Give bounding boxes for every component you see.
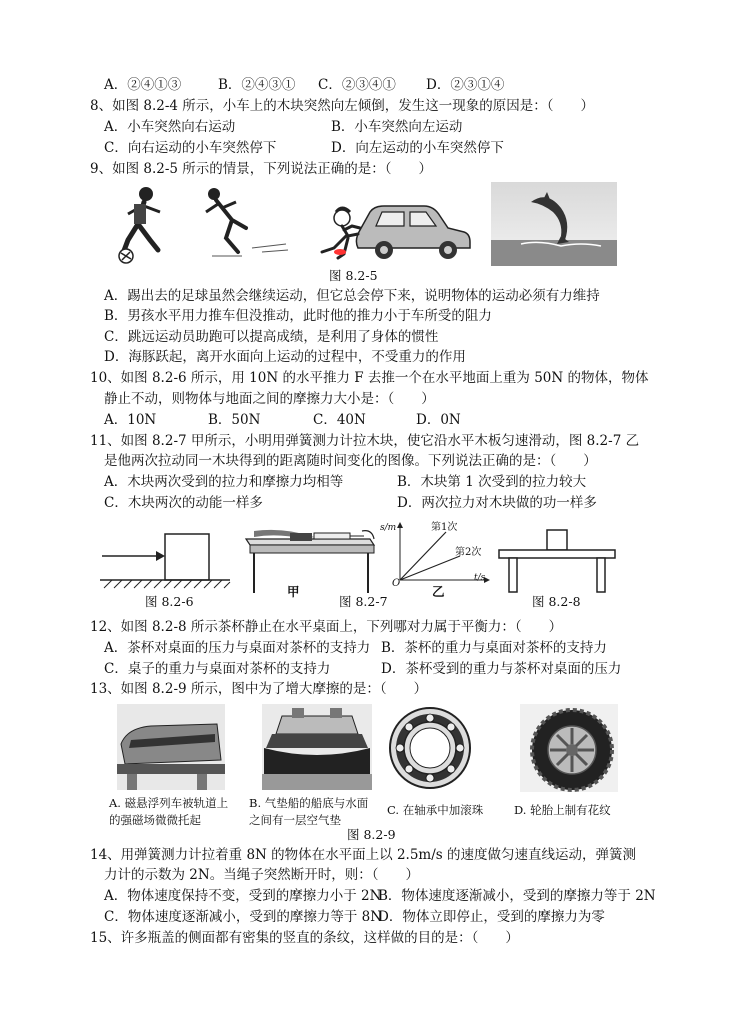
push-block-diagram — [100, 530, 235, 592]
q10-option-a: A．10N — [104, 412, 157, 428]
q10-option-b: B．50N — [208, 412, 261, 428]
long-jumper-image — [192, 182, 292, 262]
q11-stem-line2: 是他两次拉动同一木块得到的距离随时间变化的图像。下列说法正确的是：（ ） — [104, 453, 597, 469]
cup-on-table-diagram — [497, 528, 619, 594]
q8-option-c: C．向右运动的小车突然停下 — [104, 140, 277, 156]
q13-caption-a: A. 磁悬浮列车被轨道上的强磁场微微托起 — [109, 796, 229, 827]
q8-option-a: A．小车突然向右运动 — [104, 119, 236, 135]
q11-option-c: C．木块两次的动能一样多 — [104, 495, 263, 511]
q8-stem: 8、如图 8.2-4 所示，小车上的木块突然向左倾倒，发生这一现象的原因是：（ ） — [90, 98, 595, 114]
q12-option-a: A．茶杯对桌面的压力与桌面对茶杯的支持力 — [104, 640, 371, 656]
q14-stem-line1: 14、用弹簧测力计拉着重 8N 的物体在水平面上以 2.5m/s 的速度做匀速直线运动，弹簧测 — [90, 847, 636, 863]
q9-option-c: C．跳远运动员助跑可以提高成绩，是利用了身体的惯性 — [104, 329, 439, 345]
tire-image — [520, 704, 618, 792]
q12-stem: 12、如图 8.2-8 所示茶杯静止在水平桌面上，下列哪对力属于平衡力：（ ） — [90, 619, 563, 635]
graph-line2-label: 第2次 — [455, 547, 482, 558]
label-yi: 乙 — [432, 584, 445, 599]
q9-option-d: D．海豚跃起，离开水面向上运动的过程中，不受重力的作用 — [104, 349, 466, 365]
q8-option-b: B．小车突然向左运动 — [331, 119, 463, 135]
label-jia: 甲 — [287, 584, 300, 599]
maglev-train-image — [117, 704, 225, 790]
fig-8-2-9-caption: 图 8.2-9 — [347, 827, 396, 842]
q7-option-b: B．②④③① — [218, 77, 296, 93]
q10-option-d: D．0N — [416, 412, 461, 428]
q13-caption-d: D. 轮胎上制有花纹 — [514, 803, 611, 817]
spring-scale-board-image — [244, 525, 378, 595]
q9-option-b: B．男孩水平用力推车但没推动，此时他的推力小于车所受的阻力 — [104, 308, 492, 324]
graph-y-axis-label: s/m — [380, 523, 397, 533]
q15-stem: 15、许多瓶盖的侧面都有密集的竖直的条纹，这样做的目的是：（ ） — [90, 930, 519, 946]
ball-bearing-image — [387, 704, 473, 792]
graph-x-axis-label: t/s — [474, 573, 486, 583]
soccer-player-image — [108, 184, 178, 266]
hovercraft-image — [262, 704, 372, 790]
q10-stem-line1: 10、如图 8.2-6 所示，用 10N 的水平推力 F 去推一个在水平地面上重为 50N 的物体，物体 — [90, 370, 649, 386]
q7-option-d: D．②③①④ — [426, 77, 505, 93]
q13-stem: 13、如图 8.2-9 所示，图中为了增大摩擦的是：（ ） — [90, 681, 428, 697]
q14-option-d: D．物体立即停止，受到的摩擦力为零 — [378, 909, 605, 925]
fig-8-2-8-caption: 图 8.2-8 — [532, 594, 581, 609]
q7-option-a: A．②④①③ — [104, 77, 182, 93]
boy-pushing-car-image — [312, 190, 472, 262]
q14-stem-line2: 力计的示数为 2N。当绳子突然断开时，则：（ ） — [104, 867, 419, 883]
q11-option-d: D．两次拉力对木块做的功一样多 — [397, 495, 597, 511]
graph-line1-label: 第1次 — [431, 522, 458, 533]
dolphin-image — [491, 182, 617, 266]
q12-option-d: D．茶杯受到的重力与茶杯对桌面的压力 — [381, 661, 622, 677]
q14-option-a: A．物体速度保持不变，受到的摩擦力小于 2N — [104, 888, 382, 904]
graph-origin-label: O — [392, 578, 401, 589]
q12-option-c: C．桌子的重力与桌面对茶杯的支持力 — [104, 661, 331, 677]
q11-option-a: A．木块两次受到的拉力和摩擦力均相等 — [104, 474, 344, 490]
q12-option-b: B．茶杯的重力与桌面对茶杯的支持力 — [381, 640, 607, 656]
q8-option-d: D．向左运动的小车突然停下 — [331, 140, 504, 156]
q11-stem-line1: 11、如图 8.2-7 甲所示，小明用弹簧测力计拉木块，使它沿水平木板匀速滑动，图 8.2-7 乙 — [90, 433, 640, 449]
q9-stem: 9、如图 8.2-5 所示的情景，下列说法正确的是：（ ） — [90, 161, 433, 177]
q9-option-a: A．踢出去的足球虽然会继续运动，但它总会停下来，说明物体的运动必须有力维持 — [104, 288, 600, 304]
q10-option-c: C．40N — [313, 412, 366, 428]
q11-option-b: B．木块第 1 次受到的拉力较大 — [397, 474, 587, 490]
q10-stem-line2: 静止不动，则物体与地面之间的摩擦力大小是：（ ） — [104, 391, 435, 407]
fig-8-2-6-caption: 图 8.2-6 — [145, 594, 194, 609]
q14-option-b: B．物体速度逐渐减小，受到的摩擦力等于 2N — [378, 888, 656, 904]
q14-option-c: C．物体速度逐渐减小，受到的摩擦力等于 8N — [104, 909, 383, 925]
fig-8-2-7-caption: 图 8.2-7 — [339, 594, 388, 609]
q13-caption-b: B. 气垫船的船底与水面之间有一层空气垫 — [249, 796, 369, 827]
figure-caption: 图 8.2-5 — [329, 268, 378, 283]
q13-caption-c: C. 在轴承中加滚珠 — [387, 803, 484, 817]
q7-option-c: C．②③④① — [318, 77, 396, 93]
